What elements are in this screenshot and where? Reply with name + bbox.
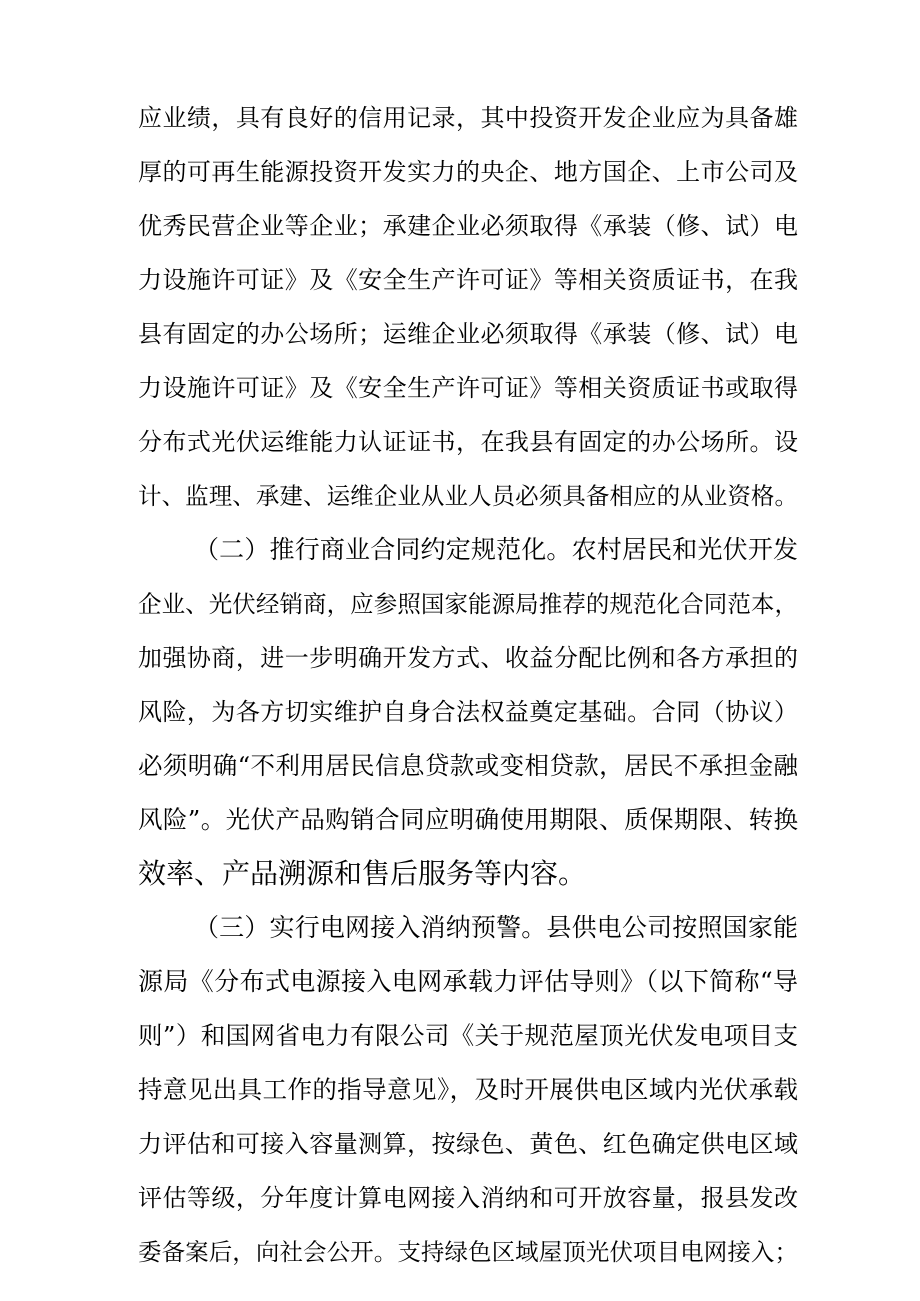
text-line: 厚的可再生能源投资开发实力的央企、地方国企、上市公司及	[138, 158, 798, 186]
text-line: 评估等级，分年度计算电网接入消纳和可开放容量，报县发改	[138, 1184, 798, 1212]
paragraph-heading-2: （二）推行商业合同约定规范化。农村居民和光伏开发	[194, 535, 798, 564]
text-line: 效率、产品溯源和售后服务等内容。	[138, 857, 587, 890]
text-line: 风险，为各方切实维护自身合法权益奠定基础。合同（协议）	[138, 698, 798, 726]
text-line: 加强协商，进一步明确开发方式、收益分配比例和各方承担的	[138, 644, 798, 672]
text-line: 力评估和可接入容量测算，按绿色、黄色、红色确定供电区域	[138, 1130, 798, 1158]
text-line: 县有固定的办公场所；运维企业必须取得《承装（修、试）电	[138, 320, 798, 348]
text-line: 风险”。光伏产品购销合同应明确使用期限、质保期限、转换	[138, 805, 798, 834]
text-line: 持意见出具工作的指导意见》，及时开展供电区域内光伏承载	[138, 1075, 798, 1104]
text-line: 力设施许可证》及《安全生产许可证》等相关资质证书或取得	[138, 374, 798, 402]
text-line: 优秀民营企业等企业；承建企业必须取得《承装（修、试）电	[138, 212, 798, 240]
text-line: 力设施许可证》及《安全生产许可证》等相关资质证书，在我	[138, 266, 798, 294]
text-line: 委备案后，向社会公开。支持绿色区域屋顶光伏项目电网接入；	[138, 1238, 798, 1266]
text-line: 分布式光伏运维能力认证证书，在我县有固定的办公场所。设	[138, 428, 798, 456]
paragraph-heading-3: （三）实行电网接入消纳预警。县供电公司按照国家能	[194, 913, 798, 942]
text-line: 则”）和国网省电力有限公司《关于规范屋顶光伏发电项目支	[138, 1021, 798, 1050]
text-line: 应业绩，具有良好的信用记录，其中投资开发企业应为具备雄	[138, 104, 798, 132]
text-line: 源局《分布式电源接入电网承载力评估导则》（以下简称“导	[138, 967, 798, 996]
text-line: 企业、光伏经销商，应参照国家能源局推荐的规范化合同范本，	[138, 590, 798, 618]
text-line: 计、监理、承建、运维企业从业人员必须具备相应的从业资格。	[138, 482, 798, 510]
text-line: 必须明确“不利用居民信息贷款或变相贷款，居民不承担金融	[138, 751, 798, 780]
